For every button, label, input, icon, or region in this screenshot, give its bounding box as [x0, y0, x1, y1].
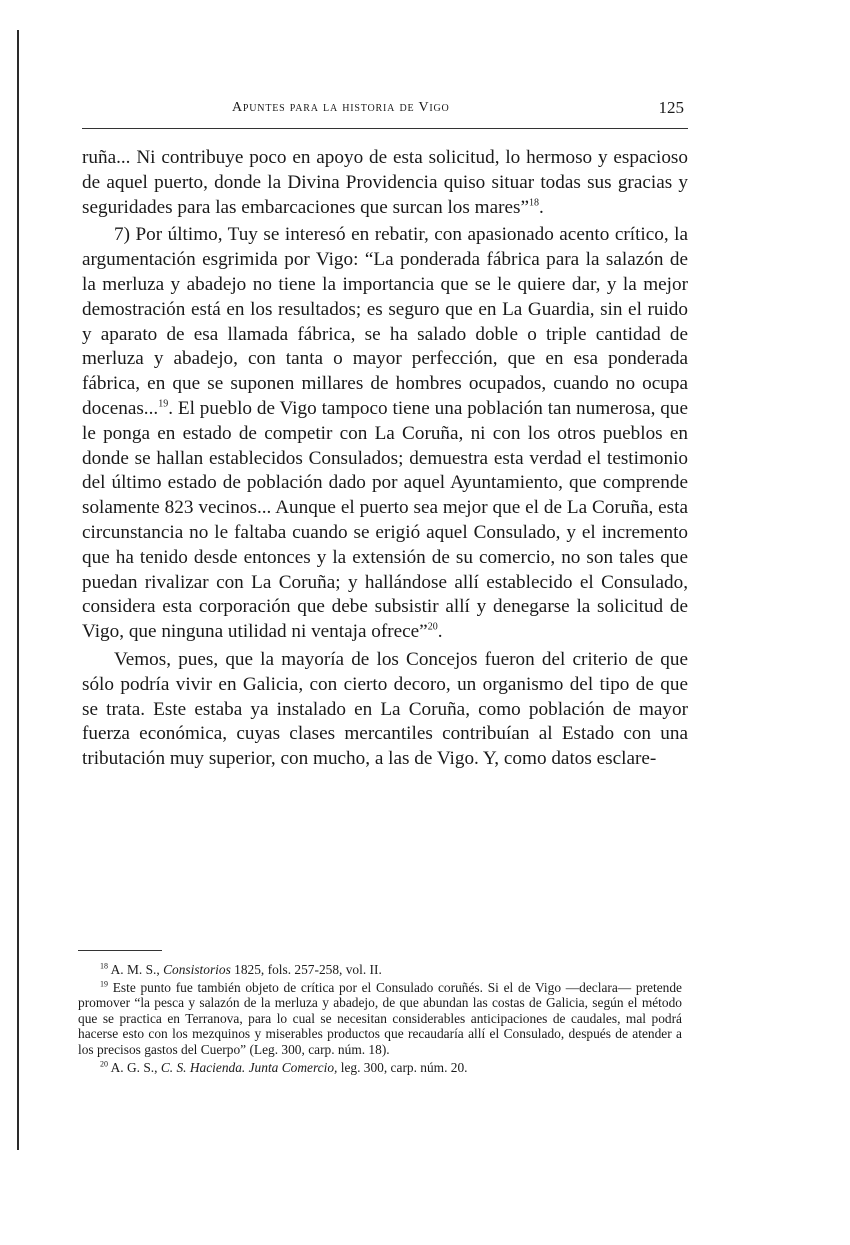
paragraph-1-tail: .	[538, 196, 544, 218]
footnote-20-post: leg. 300, carp. núm. 20.	[337, 1059, 468, 1075]
footnote-18-italic: Consistorios	[163, 962, 231, 977]
footnote-18	[78, 962, 682, 978]
footnote-20-number: 20	[100, 1059, 108, 1069]
footnote-18-post: 1825, fols. 257-258, vol. II.	[230, 962, 382, 977]
footnote-18-pre: A. M. S.,	[110, 962, 164, 977]
footnote-19-text: Este punto fue también objeto de crítica por el Consulado coruñés. Si el de Vigo —declara— pretende promover “la pesca y salazón de la merluza y abadejo, de que abundan las costas de Galicia, según el método que se practica en Terranova, para lo cual se necesitan considerables anticipaciones de caudales, mal podrá hacerse esto con los mezquinos y miserables productos que recaudaría allí el Consulado, después de atender a los precisos gastos del Cuerpo” (Leg. 300, carp. núm. 18).	[78, 979, 682, 1057]
running-title: Apuntes para la historia de Vigo	[232, 100, 450, 115]
footnotes	[78, 962, 682, 1077]
footnote-19-number: 19	[100, 979, 108, 989]
binding-edge-line	[17, 30, 19, 1150]
footnote-20-pre: A. G. S.,	[110, 1059, 161, 1075]
page-number: 125	[658, 98, 684, 117]
note-ref-19: 19	[158, 398, 169, 410]
footnote-20	[78, 1060, 682, 1076]
paragraph-1-text: ruña... Ni contribuye poco en apoyo de esta solicitud, lo hermoso y espacioso de aquel puerto, donde la Divina Providencia quiso situar todas sus gracias y seguridades para las embarcaciones que surcan los mares”	[82, 147, 688, 218]
footnote-20-italic: C. S. Hacienda. Junta Comercio,	[160, 1059, 338, 1075]
note-ref-20: 20	[427, 621, 438, 633]
footnote-18-number: 18	[100, 961, 108, 971]
paragraph-2	[82, 223, 688, 645]
note-ref-18: 18	[528, 197, 539, 209]
running-header	[82, 96, 688, 129]
footnote-19	[78, 980, 682, 1058]
paragraph-2-text: 7) Por último, Tuy se interesó en rebatir, con apasionado acento crítico, la argumentación esgrimida por Vigo: “La ponderada fábrica para la salazón de la merluza y abadejo no tiene la importancia que se le quiere dar, y la mejor demostración está en los resultados; es seguro que en La Guardia, sin el ruido y aparato de esa llamada fábrica, se ha salado doble o triple cantidad de merluza y abadejo, con tanta o mayor perfección, que en esa ponderada fábrica, en que se suponen millares de hombres ocupados, cuando no ocupa docenas...	[82, 224, 688, 419]
paragraph-2-tail: .	[437, 621, 443, 643]
paragraph-1	[82, 146, 688, 220]
paragraph-2-text-cont: . El pueblo de Vigo tampoco tiene una población tan numerosa, que le ponga en estado de competir con La Coruña, ni con los otros pueblos en donde se hallan establecidos Consulados; demuestra esta verdad el testimonio del último estado de población dado por aquel Ayuntamiento, que comprende solamente 823 vecinos... Aunque el puerto sea mejor que el de La Coruña, esta circunstancia no le faltaba cuando se erigió aquel Consulado, y el incremento que ha tenido desde entonces y la extensión de su comercio, no son tales que puedan rivalizar con La Coruña; y hallándose allí establecido el Consulado, considera esta corporación que debe subsistir allí y denegarse la solicitud de Vigo, que ninguna utilidad ni ventaja ofrece”	[82, 397, 688, 643]
main-text	[82, 146, 688, 772]
paragraph-3-text: Vemos, pues, que la mayoría de los Concejos fueron del criterio de que sólo podría vivir en Galicia, con cierto decoro, un organismo del tipo de que se trata. Este estaba ya instalado en La Coruña, como población de mayor fuerza económica, cuyas clases mercantiles contribuían al Estado con una tributación muy superior, con mucho, a las de Vigo. Y, como datos esclare-	[82, 648, 688, 770]
paragraph-3	[82, 648, 688, 772]
footnote-separator	[78, 950, 162, 951]
